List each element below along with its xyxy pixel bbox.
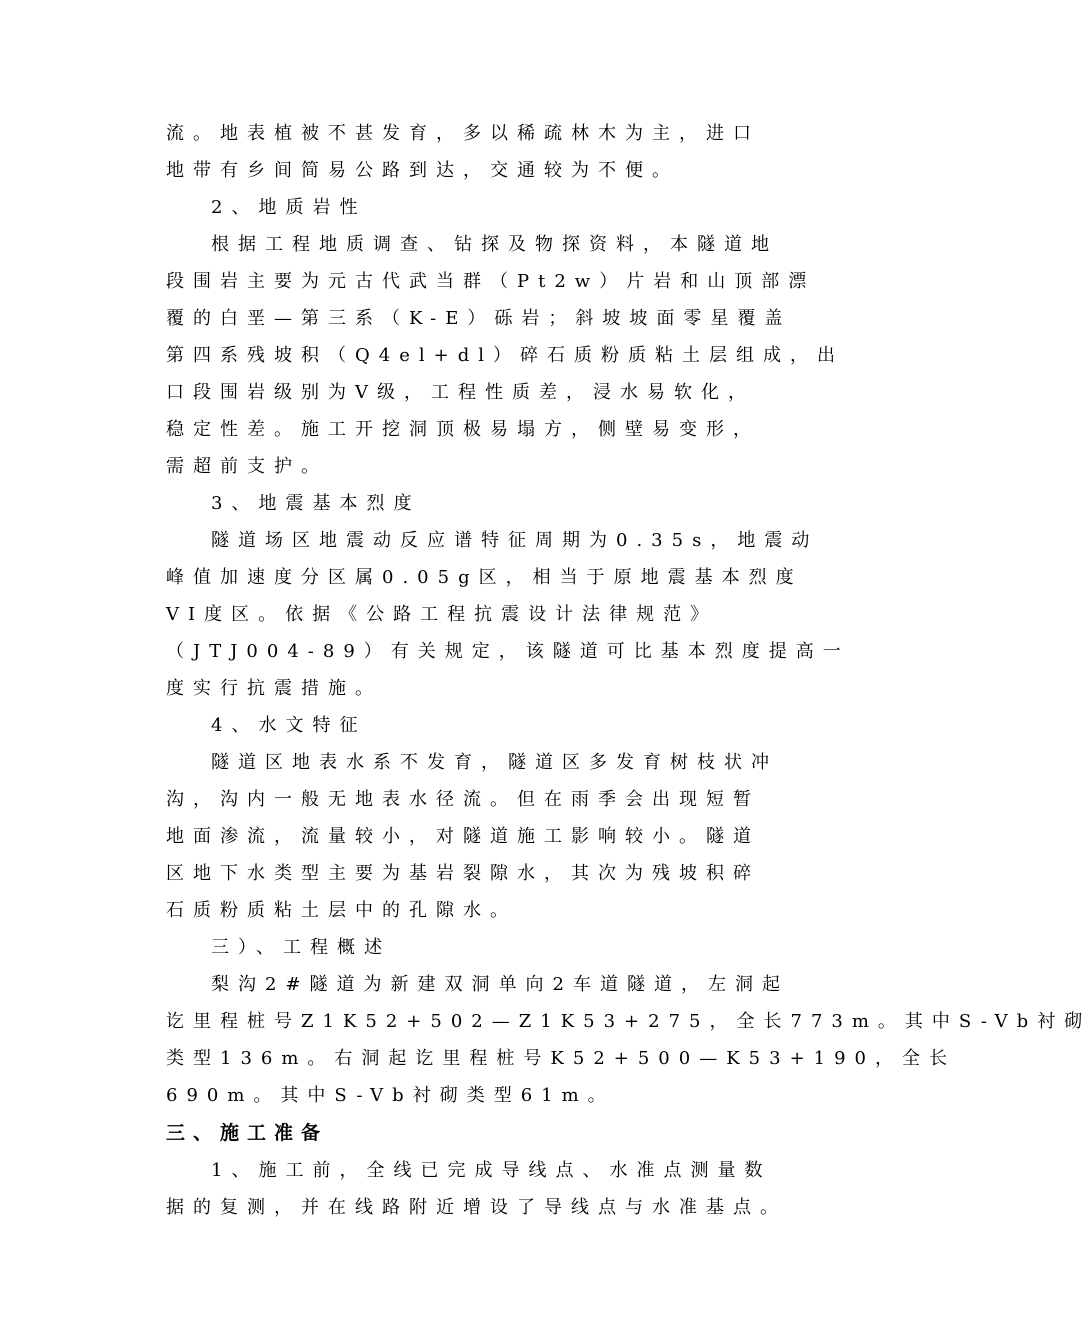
text-line: 稳定性差。施工开挖洞顶极易塌方，侧壁易变形， <box>166 419 760 440</box>
text-line: 地带有乡间简易公路到达，交通较为不便。 <box>166 160 679 181</box>
text-line: 隧道场区地震动反应谱特征周期为0.35s，地震动 <box>211 530 819 551</box>
paragraph-block <box>166 1152 820 1226</box>
text-line: 度实行抗震措施。 <box>166 678 382 699</box>
text-line: 3、地震基本烈度 <box>211 493 421 514</box>
text-line: （JTJ004-89）有关规定，该隧道可比基本烈度提高一 <box>166 641 850 662</box>
text-line: 石质粉质粘土层中的孔隙水。 <box>166 900 517 921</box>
text-line: 口段围岩级别为V级，工程性质差，浸水易软化， <box>166 382 755 403</box>
text-line: 隧道区地表水系不发育，隧道区多发育树枝状冲 <box>211 752 778 773</box>
paragraph-block <box>166 115 1091 1114</box>
text-line: 沟，沟内一般无地表水径流。但在雨季会出现短暂 <box>166 789 760 810</box>
text-line: VI度区。依据《公路工程抗震设计法律规范》 <box>166 604 718 625</box>
text-line: 覆的白垩—第三系（K-E）砾岩；斜坡坡面零星覆盖 <box>166 308 792 329</box>
text-line: 地面渗流，流量较小，对隧道施工影响较小。隧道 <box>166 826 760 847</box>
text-line: 2、地质岩性 <box>211 197 367 218</box>
text-line: 第四系残坡积（Q4el+dl）碎石质粉质粘土层组成，出 <box>166 345 844 366</box>
text-line: 梨沟2#隧道为新建双洞单向2车道隧道，左洞起 <box>211 974 789 995</box>
text-line: 类型136m。右洞起讫里程桩号K52+500—K53+190，全长 <box>166 1048 957 1069</box>
text-line: 峰值加速度分区属0.05g区，相当于原地震基本烈度 <box>166 567 803 588</box>
text-line: 区地下水类型主要为基岩裂隙水，其次为残坡积碎 <box>166 863 760 884</box>
text-line: 需超前支护。 <box>166 456 328 477</box>
text-line: 讫里程桩号Z1K52+502—Z1K53+275，全长773m。其中S-Vb衬砌 <box>166 1011 1091 1032</box>
text-line: 根据工程地质调查、钻探及物探资料，本隧道地 <box>211 234 778 255</box>
document-body <box>166 115 1091 1226</box>
text-line: 据的复测，并在线路附近增设了导线点与水准基点。 <box>166 1197 787 1218</box>
text-line: 690m。其中S-Vb衬砌类型61m。 <box>166 1085 615 1106</box>
section-heading: 三、施工准备 <box>166 1122 329 1144</box>
text-line: 段围岩主要为元古代武当群（Pt2w）片岩和山顶部漂 <box>166 271 816 292</box>
text-line: 三）、工程概述 <box>211 937 391 958</box>
text-line: 流。地表植被不甚发育，多以稀疏林木为主，进口 <box>166 123 760 144</box>
text-line: 1、施工前，全线已完成导线点、水准点测量数 <box>211 1160 772 1181</box>
text-line: 4、水文特征 <box>211 715 367 736</box>
